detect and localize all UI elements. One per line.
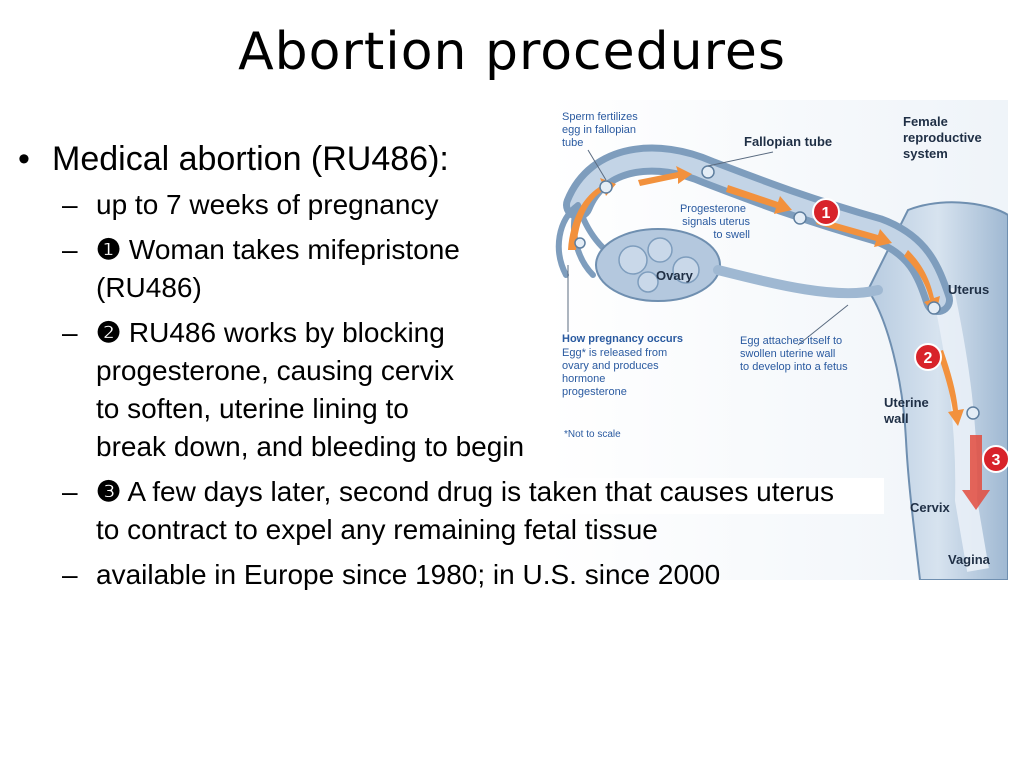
label-vagina: Vagina (948, 552, 990, 567)
label-attach-1: Egg attaches itself to (740, 335, 843, 347)
bullet-list (18, 138, 1008, 601)
label-prog-2: signals uterus (682, 216, 750, 228)
sub-bullet-step2: – ❷ RU486 works by blocking progesterone, causing cervix to soften, uterine lining to break down, and bleeding to begin (62, 317, 525, 462)
label-uterine-wall-2: wall (884, 411, 909, 426)
label-uterus: Uterus (948, 282, 990, 297)
label-how-2: ovary and produces (562, 360, 659, 372)
label-uterine-wall-1: Uterine (884, 395, 929, 410)
label-female-2: reproductive (903, 130, 982, 145)
label-prog-1: Progesterone (679, 203, 746, 215)
label-how-1: Egg* is released from (562, 347, 668, 359)
label-sperm-3: tube (562, 137, 584, 149)
svg-text:2: 2 (923, 350, 933, 367)
label-prog-3: to swell (713, 229, 750, 241)
step-1-icon: ❶ (96, 234, 122, 265)
label-attach-3: to develop into a fetus (740, 361, 848, 373)
label-fallopian: Fallopian tube (744, 134, 833, 149)
label-attach-2: swollen uterine wall (740, 348, 836, 360)
label-female-1: Female (903, 114, 948, 129)
label-female-3: system (903, 146, 948, 161)
sub-bullet-step3: – ❸ A few days later, second drug is taken that causes uterus to contract to expel any remaining fetal tissue (62, 476, 834, 545)
label-how-4: progesterone (562, 386, 627, 398)
slide-title: Abortion procedures (238, 22, 786, 82)
svg-text:3: 3 (991, 452, 1001, 469)
label-how-title: How pregnancy occurs (562, 333, 684, 345)
label-not-to-scale: *Not to scale (564, 429, 621, 440)
sub-bullet-availability: – available in Europe since 1980; in U.S. since 2000 (62, 559, 721, 590)
label-sperm-1: Sperm fertilizes (562, 111, 638, 123)
sub-bullet-step1: – ❶ Woman takes mifepristone (RU486) (62, 234, 460, 303)
step-2-icon: ❷ (96, 317, 122, 348)
label-sperm-2: egg in fallopian (562, 124, 637, 136)
sub-bullet-weeks: – up to 7 weeks of pregnancy (62, 189, 439, 220)
label-cervix: Cervix (910, 500, 950, 515)
svg-text:1: 1 (821, 205, 831, 222)
label-how-3: hormone (562, 373, 606, 385)
label-ovary: Ovary (656, 268, 693, 283)
bullet-medical-abortion: • Medical abortion (RU486): (18, 140, 449, 178)
step-3-icon: ❸ (96, 476, 122, 507)
